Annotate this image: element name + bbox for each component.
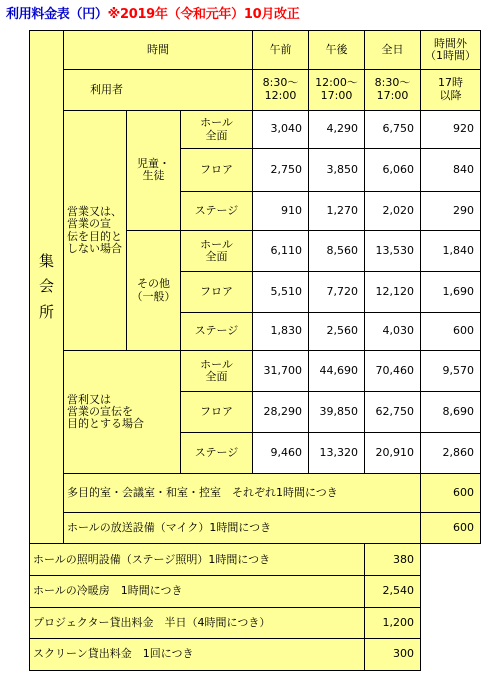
price-cell: 44,690 xyxy=(309,351,365,392)
extra-label: ホールの放送設備（マイク）1時間につき xyxy=(64,512,421,544)
price-cell: 12,120 xyxy=(365,271,421,312)
price-cell: 1,840 xyxy=(421,231,481,272)
space-stage: ステージ xyxy=(181,192,253,231)
price-cell: 70,460 xyxy=(365,351,421,392)
extra-price: 600 xyxy=(421,512,481,544)
price-cell: 6,750 xyxy=(365,110,421,149)
price-cell: 8,560 xyxy=(309,231,365,272)
group-children: 児童・ 生徒 xyxy=(127,110,181,230)
extra-price: 2,540 xyxy=(365,576,421,608)
space-hall: ホール 全面 xyxy=(181,351,253,392)
price-cell: 2,860 xyxy=(421,433,481,474)
extra-label: ホールの照明設備（ステージ照明）1時間につき xyxy=(30,544,365,576)
header-overtime-range: 17時 以降 xyxy=(421,69,481,110)
space-hall: ホール 全面 xyxy=(181,110,253,149)
price-cell: 62,750 xyxy=(365,392,421,433)
group-commercial: 営利又は 営業の宣伝を 目的とする場合 xyxy=(64,351,181,473)
price-cell: 13,530 xyxy=(365,231,421,272)
price-cell: 9,460 xyxy=(253,433,309,474)
header-am-range: 8:30〜 12:00 xyxy=(253,69,309,110)
header-time: 時間 xyxy=(64,31,253,70)
price-cell: 290 xyxy=(421,192,481,231)
price-cell: 6,110 xyxy=(253,231,309,272)
extra-label: 多目的室・会議室・和室・控室 それぞれ1時間につき xyxy=(64,473,421,512)
extra-price: 1,200 xyxy=(365,607,421,639)
price-cell: 8,690 xyxy=(421,392,481,433)
space-stage: ステージ xyxy=(181,312,253,351)
extra-price: 600 xyxy=(421,473,481,512)
space-hall: ホール 全面 xyxy=(181,231,253,272)
header-pm: 午後 xyxy=(309,31,365,70)
header-user: 利用者 xyxy=(64,69,253,110)
price-cell: 3,040 xyxy=(253,110,309,149)
price-cell: 920 xyxy=(421,110,481,149)
header-allday: 全日 xyxy=(365,31,421,70)
price-cell: 4,030 xyxy=(365,312,421,351)
extra-label: プロジェクター貸出料金 半日（4時間につき） xyxy=(30,607,365,639)
header-pm-range: 12:00〜 17:00 xyxy=(309,69,365,110)
price-cell: 1,830 xyxy=(253,312,309,351)
title-revision-note: ※2019年（令和元年）10月改正 xyxy=(107,7,300,22)
page-title xyxy=(6,3,299,22)
price-cell: 13,320 xyxy=(309,433,365,474)
space-stage: ステージ xyxy=(181,433,253,474)
price-cell: 600 xyxy=(421,312,481,351)
fee-table xyxy=(29,30,481,671)
title-main: 利用料金表（円） xyxy=(6,7,108,22)
extra-price: 380 xyxy=(365,544,421,576)
price-cell: 2,560 xyxy=(309,312,365,351)
extra-price: 300 xyxy=(365,639,421,671)
price-cell: 31,700 xyxy=(253,351,309,392)
price-cell: 5,510 xyxy=(253,271,309,312)
price-cell: 28,290 xyxy=(253,392,309,433)
price-cell: 2,020 xyxy=(365,192,421,231)
group-non-commercial: 営業又は、 営業の宣 伝を目的と しない場合 xyxy=(64,110,127,351)
price-cell: 910 xyxy=(253,192,309,231)
price-cell: 39,850 xyxy=(309,392,365,433)
space-floor: フロア xyxy=(181,392,253,433)
extra-label: ホールの冷暖房 1時間につき xyxy=(30,576,365,608)
price-cell: 9,570 xyxy=(421,351,481,392)
facility-label: 集 会 所 xyxy=(30,31,64,544)
space-floor: フロア xyxy=(181,271,253,312)
price-cell: 1,690 xyxy=(421,271,481,312)
header-allday-range: 8:30〜 17:00 xyxy=(365,69,421,110)
extra-label: スクリーン貸出料金 1回につき xyxy=(30,639,365,671)
price-cell: 6,060 xyxy=(365,149,421,192)
price-cell: 840 xyxy=(421,149,481,192)
space-floor: フロア xyxy=(181,149,253,192)
price-cell: 7,720 xyxy=(309,271,365,312)
price-cell: 3,850 xyxy=(309,149,365,192)
price-cell: 20,910 xyxy=(365,433,421,474)
price-cell: 4,290 xyxy=(309,110,365,149)
price-cell: 1,270 xyxy=(309,192,365,231)
header-overtime: 時間外 （1時間） xyxy=(421,31,481,70)
price-cell: 2,750 xyxy=(253,149,309,192)
header-am: 午前 xyxy=(253,31,309,70)
group-other: その他 （一般） xyxy=(127,231,181,351)
